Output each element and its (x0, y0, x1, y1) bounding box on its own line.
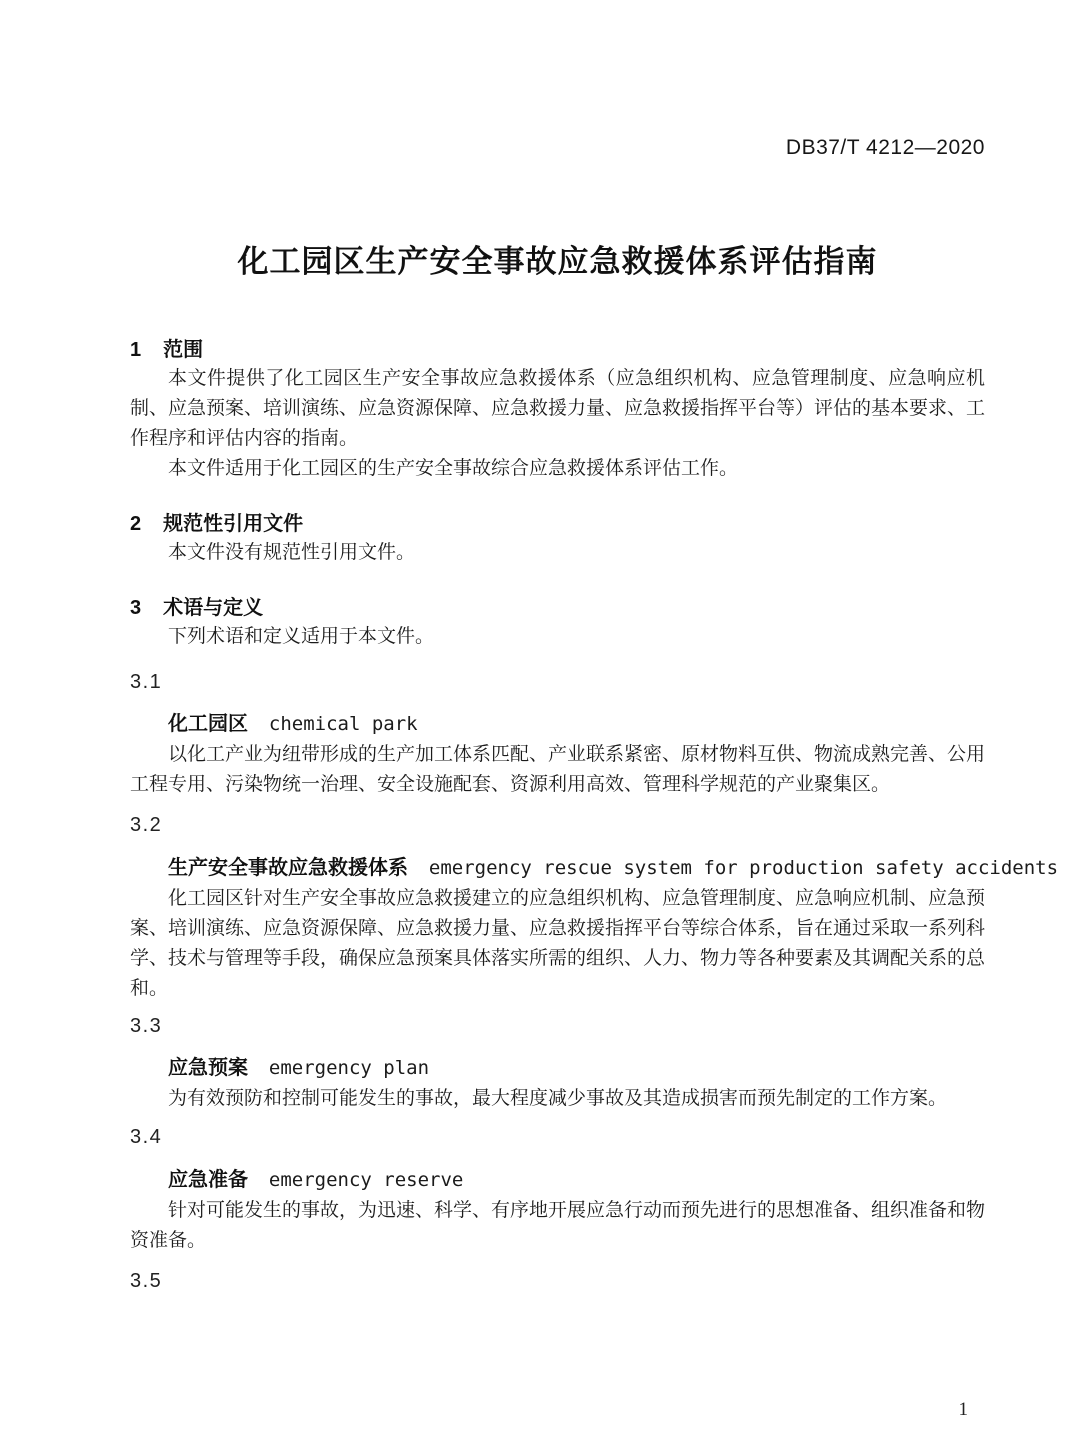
term-name-en: emergency plan (268, 1057, 430, 1079)
term-name-en: emergency reserve (268, 1169, 464, 1191)
term-name: 应急预案 (168, 1057, 248, 1079)
term-number: 3.5 (130, 1270, 163, 1292)
term-number: 3.3 (130, 1015, 163, 1037)
page-number: 1 (958, 1399, 968, 1420)
paragraph: 下列术语和定义适用于本文件。 (168, 626, 435, 647)
term-heading (130, 1053, 985, 1084)
term-name: 生产安全事故应急救援体系 (168, 857, 408, 879)
term-number: 3.2 (130, 814, 163, 836)
term-definition: 化工园区针对生产安全事故应急救援建立的应急组织机构、应急管理制度、应急响应机制、应急预案、培训演练、应急资源保障、应急救援力量、应急救援指挥平台等综合体系，旨在通过采取一系列科学、技术与管理等手段，确保应急预案具体落实所需的组织、人力、物力等各种要素及其调配关系的总和。 (130, 888, 986, 999)
section-3-heading (130, 594, 985, 622)
term-name-en: chemical park (268, 713, 418, 735)
section-1-heading (130, 336, 985, 364)
term-number: 3.1 (130, 671, 163, 693)
paragraph: 本文件提供了化工园区生产安全事故应急救援体系（应急组织机构、应急管理制度、应急响应机制、应急预案、培训演练、应急资源保障、应急救援力量、应急救援指挥平台等）评估的基本要求、工作程序和评估内容的指南。 (130, 368, 986, 449)
section-heading-text: 术语与定义 (163, 597, 264, 619)
section-heading-text: 范围 (163, 339, 204, 361)
section-number: 1 (130, 339, 142, 361)
term-name: 应急准备 (168, 1169, 248, 1191)
section-heading-text: 规范性引用文件 (163, 513, 304, 535)
term-name: 化工园区 (168, 713, 248, 735)
section-2-heading (130, 510, 985, 538)
standard-doc-number: DB37/T 4212—2020 (785, 136, 985, 159)
term-definition: 为有效预防和控制可能发生的事故，最大程度减少事故及其造成损害而预先制定的工作方案。 (168, 1088, 948, 1109)
paragraph: 本文件适用于化工园区的生产安全事故综合应急救援体系评估工作。 (168, 458, 739, 479)
term-heading (130, 1165, 985, 1196)
section-number: 3 (130, 597, 142, 619)
section-number: 2 (130, 513, 142, 535)
term-heading (130, 709, 985, 740)
term-name-en: emergency rescue system for production safety accidents (428, 857, 1059, 879)
paragraph: 本文件没有规范性引用文件。 (168, 542, 416, 563)
term-number: 3.4 (130, 1126, 163, 1148)
term-definition: 针对可能发生的事故，为迅速、科学、有序地开展应急行动而预先进行的思想准备、组织准备和物资准备。 (130, 1200, 986, 1251)
term-heading (130, 853, 1059, 884)
term-definition: 以化工产业为纽带形成的生产加工体系匹配、产业联系紧密、原材物料互供、物流成熟完善、公用工程专用、污染物统一治理、安全设施配套、资源利用高效、管理科学规范的产业聚集区。 (130, 744, 986, 795)
document-title: 化工园区生产安全事故应急救援体系评估指南 (237, 244, 878, 279)
